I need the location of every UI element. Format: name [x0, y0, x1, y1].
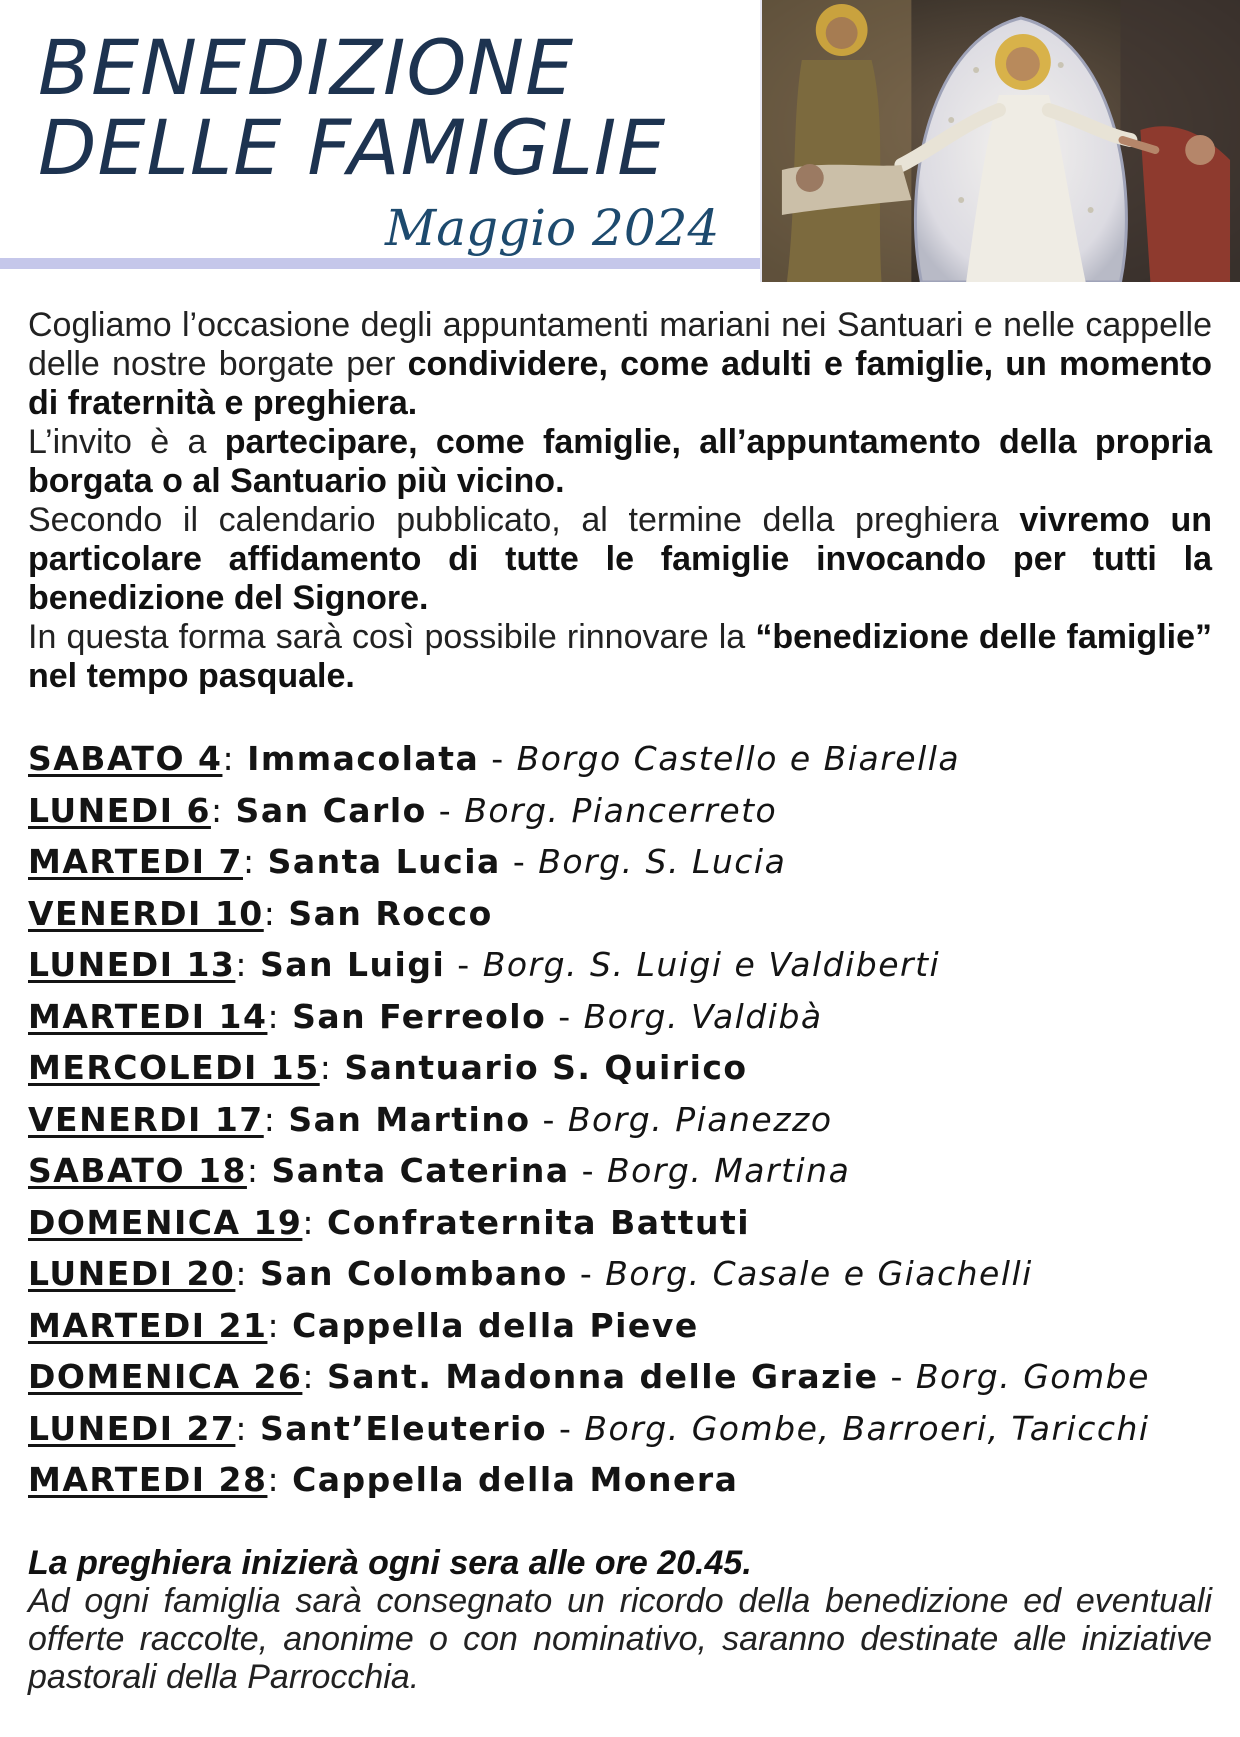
schedule-day: VENERDI 17	[28, 1099, 264, 1139]
schedule-place: San Colombano	[260, 1254, 568, 1293]
schedule-place: Immacolata	[247, 739, 480, 778]
schedule-place: Santuario S. Quirico	[344, 1048, 748, 1087]
schedule-day: SABATO 18	[28, 1151, 247, 1190]
intro-paragraph-2	[28, 423, 1212, 501]
schedule-place: Confraternita Battuti	[327, 1202, 751, 1242]
offering-note-text: Ad ogni famiglia sarà consegnato un ricordo della benedizione ed eventuali offerte raccolte, anonime o con nominativo, saranno destinate alle iniziative pastorali della Parrocchia.	[28, 1582, 1212, 1696]
intro-plain: Cogliamo l’occasione degli appuntamenti mariani nei Santuari e nelle cappelle delle nostre borgate per	[28, 306, 1212, 383]
schedule-place: San Martino	[288, 1099, 531, 1139]
schedule-item: DOMENICA 26: Sant. Madonna delle Grazie - Borg. Gombe	[28, 1357, 1150, 1396]
resurrection-fresco-image	[760, 0, 1240, 282]
schedule-place: San Rocco	[288, 893, 493, 933]
intro-plain: In questa forma sarà così possibile rinnovare la	[28, 618, 756, 656]
intro-bold: condividere, come adulti e famiglie, un momento di fraternità e preghiera.	[28, 345, 1213, 422]
schedule-day: MARTEDI 14	[28, 996, 268, 1036]
schedule-day: LUNEDI 13	[28, 945, 236, 984]
page-title	[38, 23, 667, 192]
page-subtitle: Maggio 2024	[385, 199, 720, 257]
schedule-day: MARTEDI 21	[28, 1305, 268, 1345]
schedule-item: MARTEDI 28: Cappella della Monera	[28, 1460, 739, 1499]
schedule-place: Cappella della Monera	[292, 1460, 739, 1499]
schedule-day: MARTEDI 28	[28, 1460, 268, 1499]
schedule-location: Borg. S. Lucia	[538, 842, 787, 881]
schedule-location: Borg. Martina	[606, 1151, 851, 1190]
schedule-item: VENERDI 10: San Rocco	[28, 893, 493, 933]
title-line-1: BENEDIZIONE	[38, 23, 575, 112]
header-rule	[0, 258, 760, 269]
schedule-day: DOMENICA 26	[28, 1357, 303, 1396]
schedule-item: MARTEDI 14: San Ferreolo - Borg. Valdibà	[28, 996, 823, 1036]
intro-paragraph-3	[28, 501, 1212, 618]
schedule-item: DOMENICA 19: Confraternita Battuti	[28, 1202, 751, 1242]
schedule-item: LUNEDI 27: Sant’Eleuterio - Borg. Gombe, Barroeri, Taricchi	[28, 1408, 1150, 1448]
schedule-location: Borg. Gombe	[915, 1357, 1150, 1396]
intro-bold: partecipare, come famiglie, all’appuntamento della propria borgata o al Santuario più vicino.	[28, 423, 1212, 500]
schedule-day: LUNEDI 27	[28, 1408, 236, 1448]
schedule-item: LUNEDI 20: San Colombano - Borg. Casale e Giachelli	[28, 1254, 1033, 1293]
schedule-location: Borg. Casale e Giachelli	[605, 1254, 1033, 1293]
schedule-place: San Ferreolo	[292, 996, 547, 1036]
schedule-place: Cappella della Pieve	[292, 1305, 699, 1345]
schedule-location: Borg. Pianezzo	[567, 1099, 833, 1139]
schedule-day: SABATO 4	[28, 739, 223, 778]
schedule-day: MERCOLEDI 15	[28, 1048, 320, 1087]
schedule-day: VENERDI 10	[28, 893, 264, 933]
intro-plain: L’invito è a	[28, 423, 225, 461]
schedule-item: MARTEDI 7: Santa Lucia - Borg. S. Lucia	[28, 842, 787, 881]
footer	[28, 1544, 1212, 1696]
schedule-item: LUNEDI 13: San Luigi - Borg. S. Luigi e Valdiberti	[28, 945, 941, 984]
intro-plain: Secondo il calendario pubblicato, al termine della preghiera	[28, 501, 1020, 539]
schedule-item: SABATO 4: Immacolata - Borgo Castello e Biarella	[28, 739, 961, 778]
schedule-list	[28, 733, 1228, 1506]
offering-note	[28, 1582, 1212, 1696]
schedule-day: MARTEDI 7	[28, 842, 243, 881]
schedule-location: Borg. Piancerreto	[464, 790, 778, 830]
schedule-place: San Luigi	[260, 945, 446, 984]
schedule-location: Borg. S. Luigi e Valdiberti	[482, 945, 941, 984]
schedule-item: VENERDI 17: San Martino - Borg. Pianezzo	[28, 1099, 833, 1139]
intro-paragraph-4	[28, 618, 1212, 696]
intro-bold: vivremo un particolare affidamento di tutte le famiglie invocando per tutti la benedizione del Signore.	[28, 501, 1212, 617]
intro-bold: “benedizione delle famiglie” nel tempo pasquale.	[28, 618, 1212, 695]
schedule-item: MARTEDI 21: Cappella della Pieve	[28, 1305, 699, 1345]
schedule-place: Sant. Madonna delle Grazie	[327, 1357, 879, 1396]
schedule-location: Borg. Gombe, Barroeri, Taricchi	[584, 1408, 1150, 1448]
schedule-place: Santa Caterina	[271, 1151, 570, 1190]
intro-paragraph-1	[28, 306, 1212, 423]
time-notice: La preghiera inizierà ogni sera alle ore 20.45.	[28, 1544, 752, 1582]
schedule-day: LUNEDI 6	[28, 790, 211, 830]
schedule-location: Borg. Valdibà	[583, 996, 823, 1036]
schedule-day: LUNEDI 20	[28, 1254, 236, 1293]
intro-text	[28, 306, 1212, 696]
schedule-place: Santa Lucia	[267, 842, 501, 881]
title-line-2: DELLE FAMIGLIE	[38, 103, 667, 192]
schedule-day: DOMENICA 19	[28, 1202, 303, 1242]
schedule-place: Sant’Eleuterio	[260, 1408, 547, 1448]
schedule-item: MERCOLEDI 15: Santuario S. Quirico	[28, 1048, 748, 1087]
schedule-item: SABATO 18: Santa Caterina - Borg. Martina	[28, 1151, 851, 1190]
schedule-place: San Carlo	[235, 790, 427, 830]
schedule-location: Borgo Castello e Biarella	[516, 739, 961, 778]
schedule-item: LUNEDI 6: San Carlo - Borg. Piancerreto	[28, 790, 778, 830]
